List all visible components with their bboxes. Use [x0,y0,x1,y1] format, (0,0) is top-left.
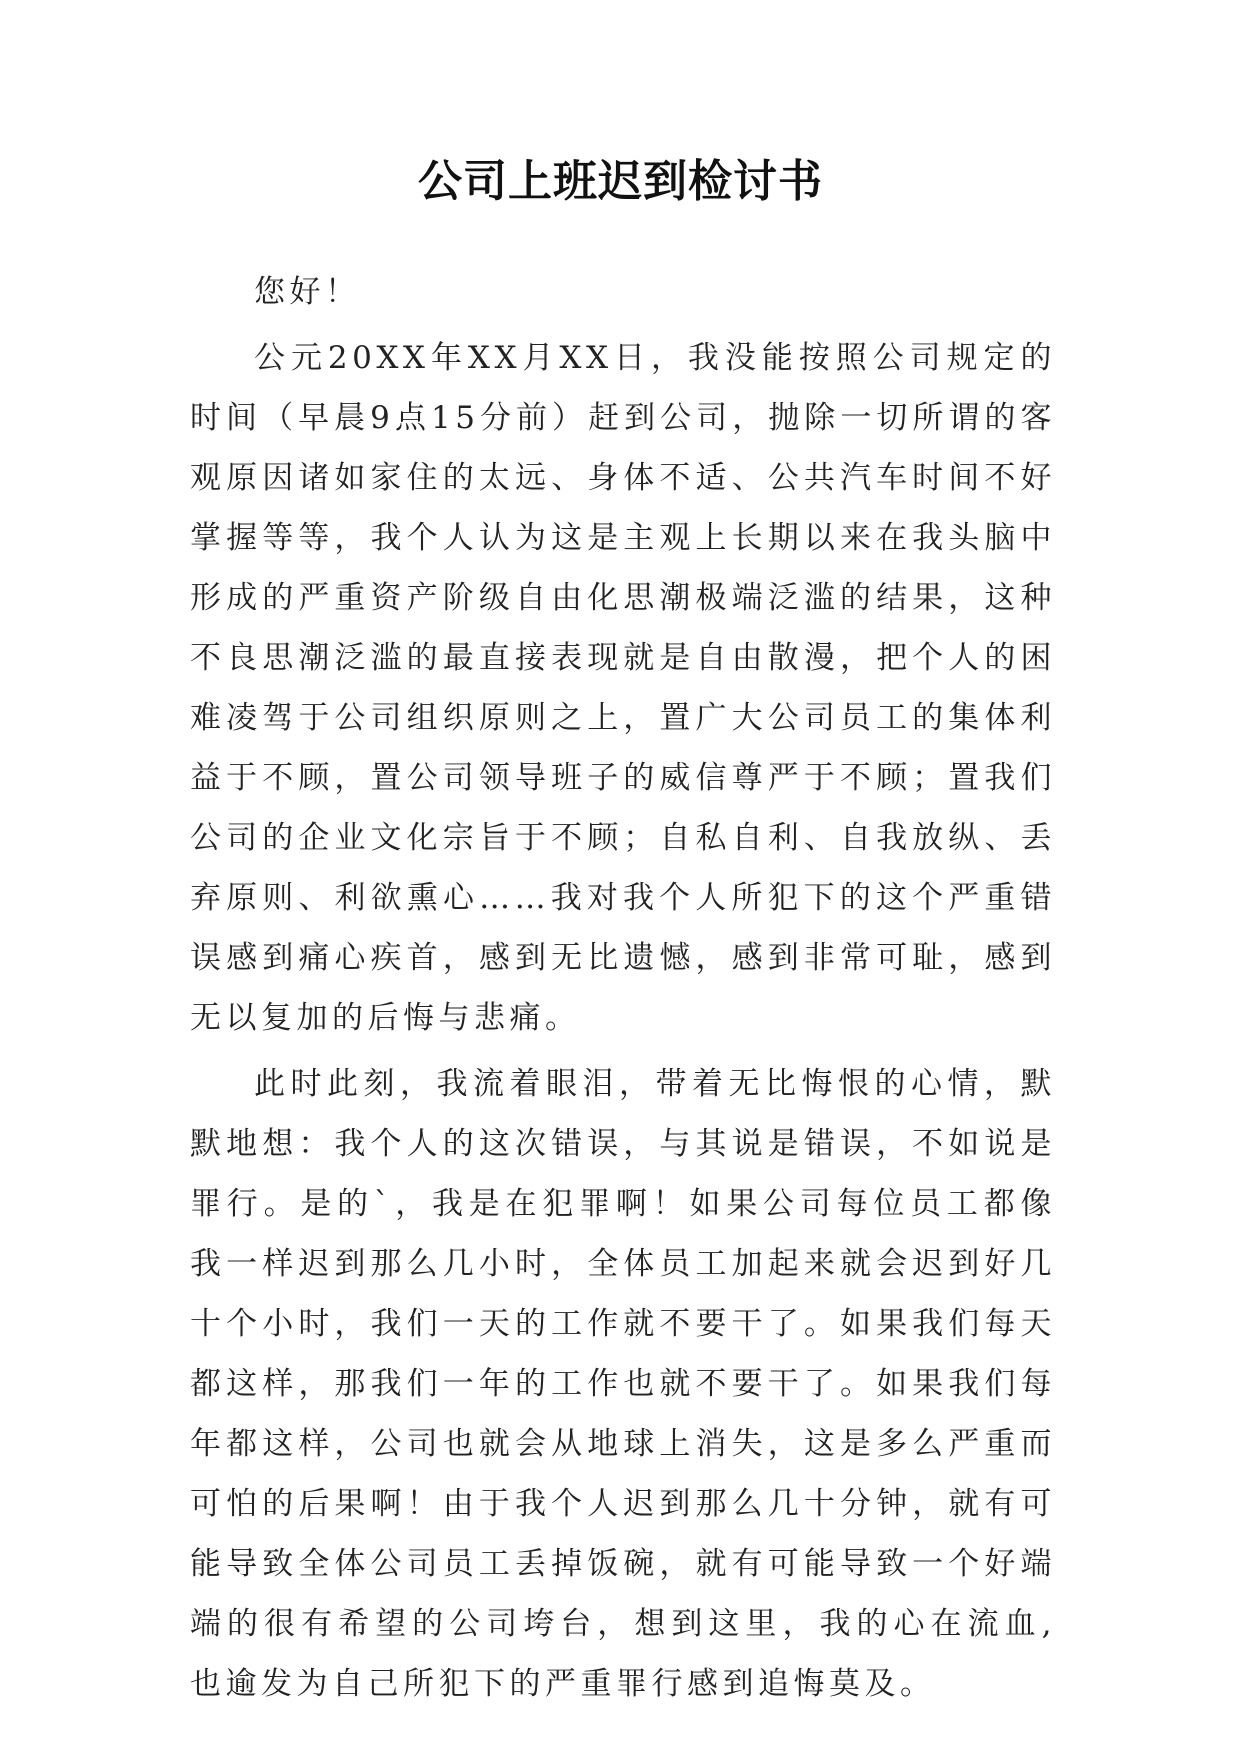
greeting-paragraph: 您好！ [254,274,361,310]
document-title: 公司上班迟到检讨书 [418,156,823,207]
body-paragraph-2: 此时此刻，我流着眼泪，带着无比悔恨的心情，默默地想：我个人的这次错误，与其说是错误，不如说是罪行。是的`，我是在犯罪啊！如果公司每位员工都像我一样迟到那么几小时，全体员工加起来就会迟到好几十个小时，我们一天的工作就不要干了。如果我们每天都这样，那我们一年的工作也就不要干了。如果我们每年都这样，公司也就会从地球上消失，这是多么严重而可怕的后果啊！由于我个人迟到那么几十分钟，就有可能导致全体公司员工丢掉饭碗，就有可能导致一个好端端的很有希望的公司垮台，想到这里，我的心在流血,也逾发为自己所犯下的严重罪行感到追悔莫及。 [190,1066,1056,1702]
body-paragraph-1: 公元20XX年XX月XX日，我没能按照公司规定的时间（早晨9点15分前）赶到公司，抛除一切所谓的客观原因诸如家住的太远、身体不适、公共汽车时间不好掌握等等，我个人认为这是主观上长期以来在我头脑中形成的严重资产阶级自由化思潮极端泛滥的结果，这种不良思潮泛滥的最直接表现就是自由散漫，把个人的困难凌驾于公司组织原则之上，置广大公司员工的集体利益于不顾，置公司领导班子的威信尊严于不顾；置我们公司的企业文化宗旨于不顾；自私自利、自我放纵、丢弃原则、利欲熏心……我对我个人所犯下的这个严重错误感到痛心疾首，感到无比遗憾，感到非常可耻，感到无以复加的后悔与悲痛。 [190,340,1056,1036]
document-body [190,262,1056,1714]
